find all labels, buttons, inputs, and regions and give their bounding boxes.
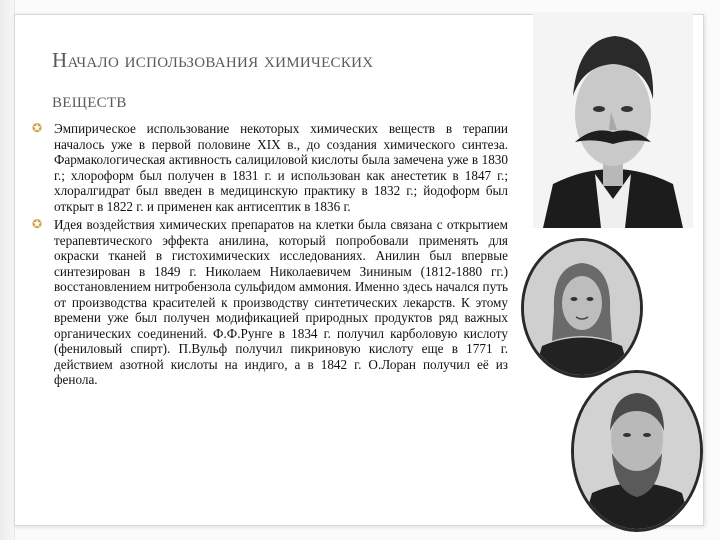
portrait-man-long-hair-icon xyxy=(524,241,640,375)
star-bullet-icon: ✪ xyxy=(31,217,43,231)
title-line-1: Начало использования химических xyxy=(52,48,374,72)
bullet-text: Эмпирическое использование некоторых химических веществ в терапии началось уже в первой половине XIX в., до создания химического синтеза. Фармакологическая активность салициловой кислоты была замечена уже в 1830 г.; хлороформ был получен в 1831 г. и использован как анестетик в 1847 г.; хлоралгидрат был введен в медицинскую практику в 1832 г.; йодоформ был открыт в 1822 г. и применен как антисептик в 1836 г. xyxy=(54,121,508,214)
bullet-text: Идея воздействия химических препаратов на клетки была связана с открытием терапевтического эффекта анилина, который попробовали применять для окраски тканей в гистохимических исследованиях. Анилин был впервые синтезирован в 1849 г. Николаем Николаевичем Зининым (1812-1880 гг.) восстановлением нитробензола сульфидом аммония. Именно здесь начался путь от производства красителей к производству синтетических лекарств. К этому времени уже был получен модификацией природных продуктов ряд важных органических соединений. Ф.Ф.Рунге в 1834 г. получил карболовую кислоту (фениловый спирт). П.Вульф получил пикриновую кислоту еще в 1771 г. действием азотной кислоты на индиго, а в 1842 г. О.Лоран получил её из фенола. xyxy=(54,217,508,387)
portrait-photo xyxy=(533,14,693,228)
portrait-man-mustache-icon xyxy=(533,14,693,228)
portrait-photo xyxy=(521,238,643,378)
bullet-list xyxy=(30,121,508,391)
bullet-item xyxy=(30,217,508,388)
left-rail xyxy=(0,0,15,540)
slide-title xyxy=(52,40,542,120)
portrait-photo xyxy=(571,370,703,532)
title-line-2: веществ xyxy=(52,88,127,112)
bullet-item xyxy=(30,121,508,214)
star-bullet-icon: ✪ xyxy=(31,121,43,135)
portrait-man-beard-icon xyxy=(574,373,700,529)
